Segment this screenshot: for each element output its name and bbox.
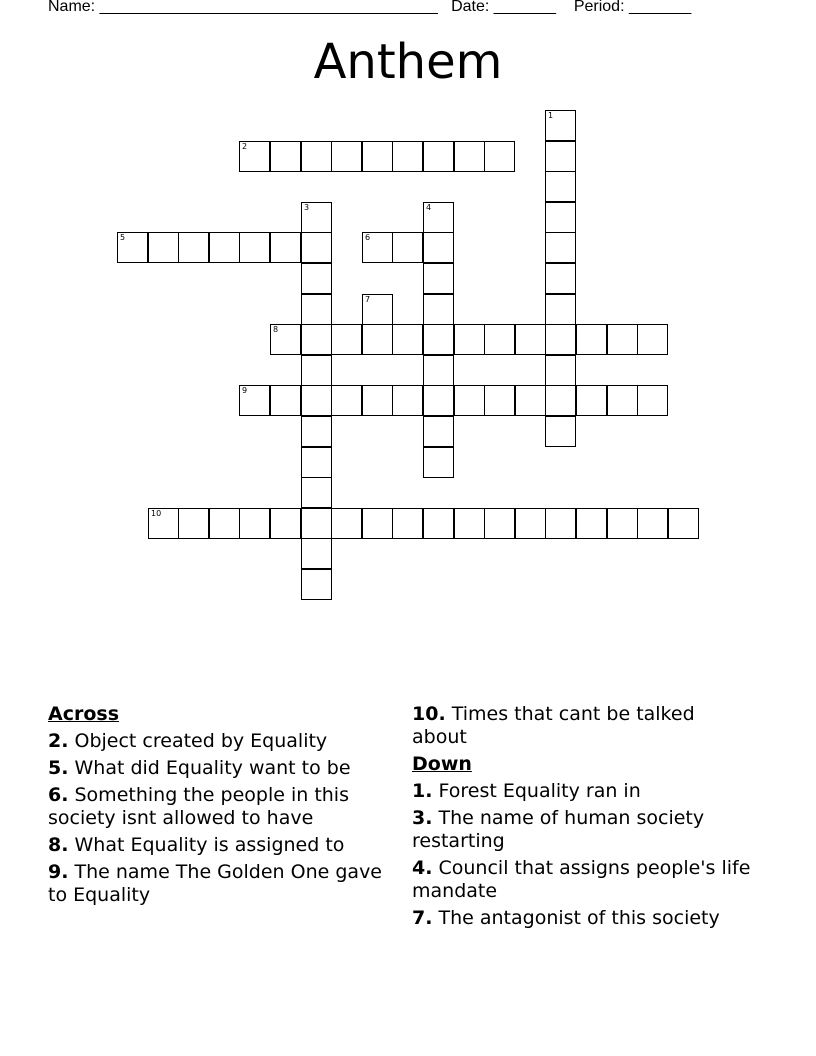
crossword-cell[interactable]: [331, 141, 362, 172]
crossword-cell[interactable]: [545, 324, 576, 355]
crossword-cell[interactable]: [301, 538, 332, 569]
crossword-cell[interactable]: [362, 385, 393, 416]
across-clue-9: [48, 861, 388, 907]
crossword-cell[interactable]: [545, 385, 576, 416]
cell-clue-number: 9: [242, 386, 248, 395]
clue-text: Something the people in this society isnt allowed to have: [48, 784, 349, 829]
cell-clue-number: 5: [120, 233, 126, 242]
down-clue-1: [412, 780, 752, 803]
crossword-cell[interactable]: [607, 324, 638, 355]
across-clue-6: [48, 784, 388, 830]
crossword-cell[interactable]: [607, 508, 638, 539]
crossword-cell[interactable]: [576, 324, 607, 355]
crossword-cell[interactable]: [607, 385, 638, 416]
crossword-cell[interactable]: [545, 141, 576, 172]
date-field-label[interactable]: Date: _______: [451, 0, 557, 15]
down-heading: Down: [412, 753, 472, 775]
crossword-cell[interactable]: [576, 508, 607, 539]
down-clue-7: [412, 907, 752, 930]
crossword-cell[interactable]: [545, 263, 576, 294]
crossword-cell[interactable]: [301, 141, 332, 172]
clue-number: 6.: [48, 784, 69, 806]
crossword-cell[interactable]: [484, 141, 515, 172]
crossword-cell[interactable]: [301, 569, 332, 600]
crossword-cell[interactable]: [178, 508, 209, 539]
crossword-cell[interactable]: [515, 508, 546, 539]
crossword-cell[interactable]: [301, 202, 332, 233]
crossword-cell[interactable]: [637, 508, 668, 539]
crossword-cell[interactable]: [362, 141, 393, 172]
crossword-cell[interactable]: [301, 477, 332, 508]
down-clue-4: [412, 857, 752, 903]
clue-number: 5.: [48, 757, 69, 779]
clue-text: Forest Equality ran in: [438, 780, 641, 802]
crossword-cell[interactable]: [423, 416, 454, 447]
crossword-cell[interactable]: [392, 508, 423, 539]
crossword-cell[interactable]: [301, 263, 332, 294]
clues-right-column: [412, 703, 752, 934]
crossword-cell[interactable]: [362, 232, 393, 263]
crossword-cell[interactable]: [301, 294, 332, 325]
crossword-cell[interactable]: [637, 324, 668, 355]
crossword-cell[interactable]: [362, 324, 393, 355]
crossword-cell[interactable]: [331, 508, 362, 539]
cell-clue-number: 7: [365, 295, 371, 304]
crossword-cell[interactable]: [270, 324, 301, 355]
crossword-cell[interactable]: [637, 385, 668, 416]
crossword-cell[interactable]: [423, 447, 454, 478]
crossword-cell[interactable]: [239, 385, 270, 416]
crossword-cell[interactable]: [545, 294, 576, 325]
clue-text: Council that assigns people's life mandate: [412, 857, 751, 902]
crossword-cell[interactable]: [239, 508, 270, 539]
crossword-cell[interactable]: [301, 416, 332, 447]
across-clue-10: [412, 703, 752, 749]
crossword-cell[interactable]: [423, 385, 454, 416]
crossword-cell[interactable]: [331, 324, 362, 355]
crossword-cell[interactable]: [484, 385, 515, 416]
clue-number: 9.: [48, 861, 69, 883]
cell-clue-number: 8: [273, 325, 279, 334]
crossword-cell[interactable]: [301, 324, 332, 355]
crossword-cell[interactable]: [270, 141, 301, 172]
cell-clue-number: 4: [426, 203, 432, 212]
clue-number: 1.: [412, 780, 433, 802]
clue-number: 8.: [48, 834, 69, 856]
period-field-label[interactable]: Period: _______: [573, 0, 692, 15]
crossword-cell[interactable]: [392, 141, 423, 172]
clue-text: What did Equality want to be: [74, 757, 351, 779]
crossword-cell[interactable]: [270, 232, 301, 263]
crossword-cell[interactable]: [484, 508, 515, 539]
across-clue-5: [48, 757, 388, 780]
crossword-cell[interactable]: [362, 508, 393, 539]
clue-text: The name of human society restarting: [412, 807, 705, 852]
cell-clue-number: 6: [365, 233, 371, 242]
crossword-cell[interactable]: [423, 202, 454, 233]
crossword-cell[interactable]: [423, 232, 454, 263]
crossword-cell[interactable]: [209, 232, 240, 263]
across-heading: Across: [48, 703, 120, 725]
crossword-cell[interactable]: [454, 141, 485, 172]
crossword-cell[interactable]: [545, 416, 576, 447]
crossword-cell[interactable]: [423, 508, 454, 539]
crossword-cell[interactable]: [209, 508, 240, 539]
clue-number: 2.: [48, 730, 69, 752]
page-title: Anthem: [313, 34, 503, 90]
crossword-cell[interactable]: [148, 232, 179, 263]
crossword-cell[interactable]: [270, 508, 301, 539]
crossword-cell[interactable]: [515, 385, 546, 416]
clue-number: 4.: [412, 857, 433, 879]
crossword-cell[interactable]: [576, 385, 607, 416]
cell-clue-number: 1: [548, 111, 554, 120]
crossword-cell[interactable]: [454, 508, 485, 539]
cell-clue-number: 2: [242, 142, 248, 151]
clue-number: 3.: [412, 807, 433, 829]
clue-text: What Equality is assigned to: [74, 834, 345, 856]
cell-clue-number: 10: [151, 509, 162, 518]
down-clue-3: [412, 807, 752, 853]
crossword-cell[interactable]: [668, 508, 699, 539]
cell-clue-number: 3: [304, 203, 310, 212]
crossword-cell[interactable]: [423, 324, 454, 355]
clue-text: Object created by Equality: [74, 730, 328, 752]
crossword-cell[interactable]: [392, 385, 423, 416]
crossword-cell[interactable]: [423, 355, 454, 386]
crossword-cell[interactable]: [270, 385, 301, 416]
crossword-cell[interactable]: [545, 202, 576, 233]
crossword-cell[interactable]: [545, 110, 576, 141]
across-clue-2: [48, 730, 388, 753]
crossword-cell[interactable]: [423, 294, 454, 325]
crossword-cell[interactable]: [301, 385, 332, 416]
crossword-cell[interactable]: [423, 263, 454, 294]
crossword-cell[interactable]: [484, 324, 515, 355]
crossword-cell[interactable]: [301, 447, 332, 478]
crossword-cell[interactable]: [178, 232, 209, 263]
crossword-cell[interactable]: [454, 385, 485, 416]
crossword-cell[interactable]: [545, 508, 576, 539]
clues-left-column: [48, 703, 388, 911]
crossword-cell[interactable]: [301, 508, 332, 539]
crossword-cell[interactable]: [392, 324, 423, 355]
crossword-cell[interactable]: [301, 355, 332, 386]
crossword-cell[interactable]: [301, 232, 332, 263]
crossword-cell[interactable]: [545, 232, 576, 263]
crossword-cell[interactable]: [239, 141, 270, 172]
crossword-cell[interactable]: [423, 141, 454, 172]
clue-text: Times that cant be talked about: [412, 703, 695, 748]
clue-number: 7.: [412, 907, 433, 929]
crossword-cell[interactable]: [239, 232, 270, 263]
crossword-cell[interactable]: [362, 294, 393, 325]
crossword-cell[interactable]: [392, 232, 423, 263]
across-clue-8: [48, 834, 388, 857]
crossword-cell[interactable]: [545, 171, 576, 202]
clue-text: The name The Golden One gave to Equality: [48, 861, 382, 906]
crossword-cell[interactable]: [331, 385, 362, 416]
name-field-label[interactable]: Name: ______________________________________: [48, 0, 438, 15]
crossword-cell[interactable]: [515, 324, 546, 355]
crossword-cell[interactable]: [148, 508, 179, 539]
crossword-cell[interactable]: [117, 232, 148, 263]
clue-text: The antagonist of this society: [438, 907, 720, 929]
clue-number: 10.: [412, 703, 446, 725]
crossword-cell[interactable]: [545, 355, 576, 386]
crossword-cell[interactable]: [454, 324, 485, 355]
